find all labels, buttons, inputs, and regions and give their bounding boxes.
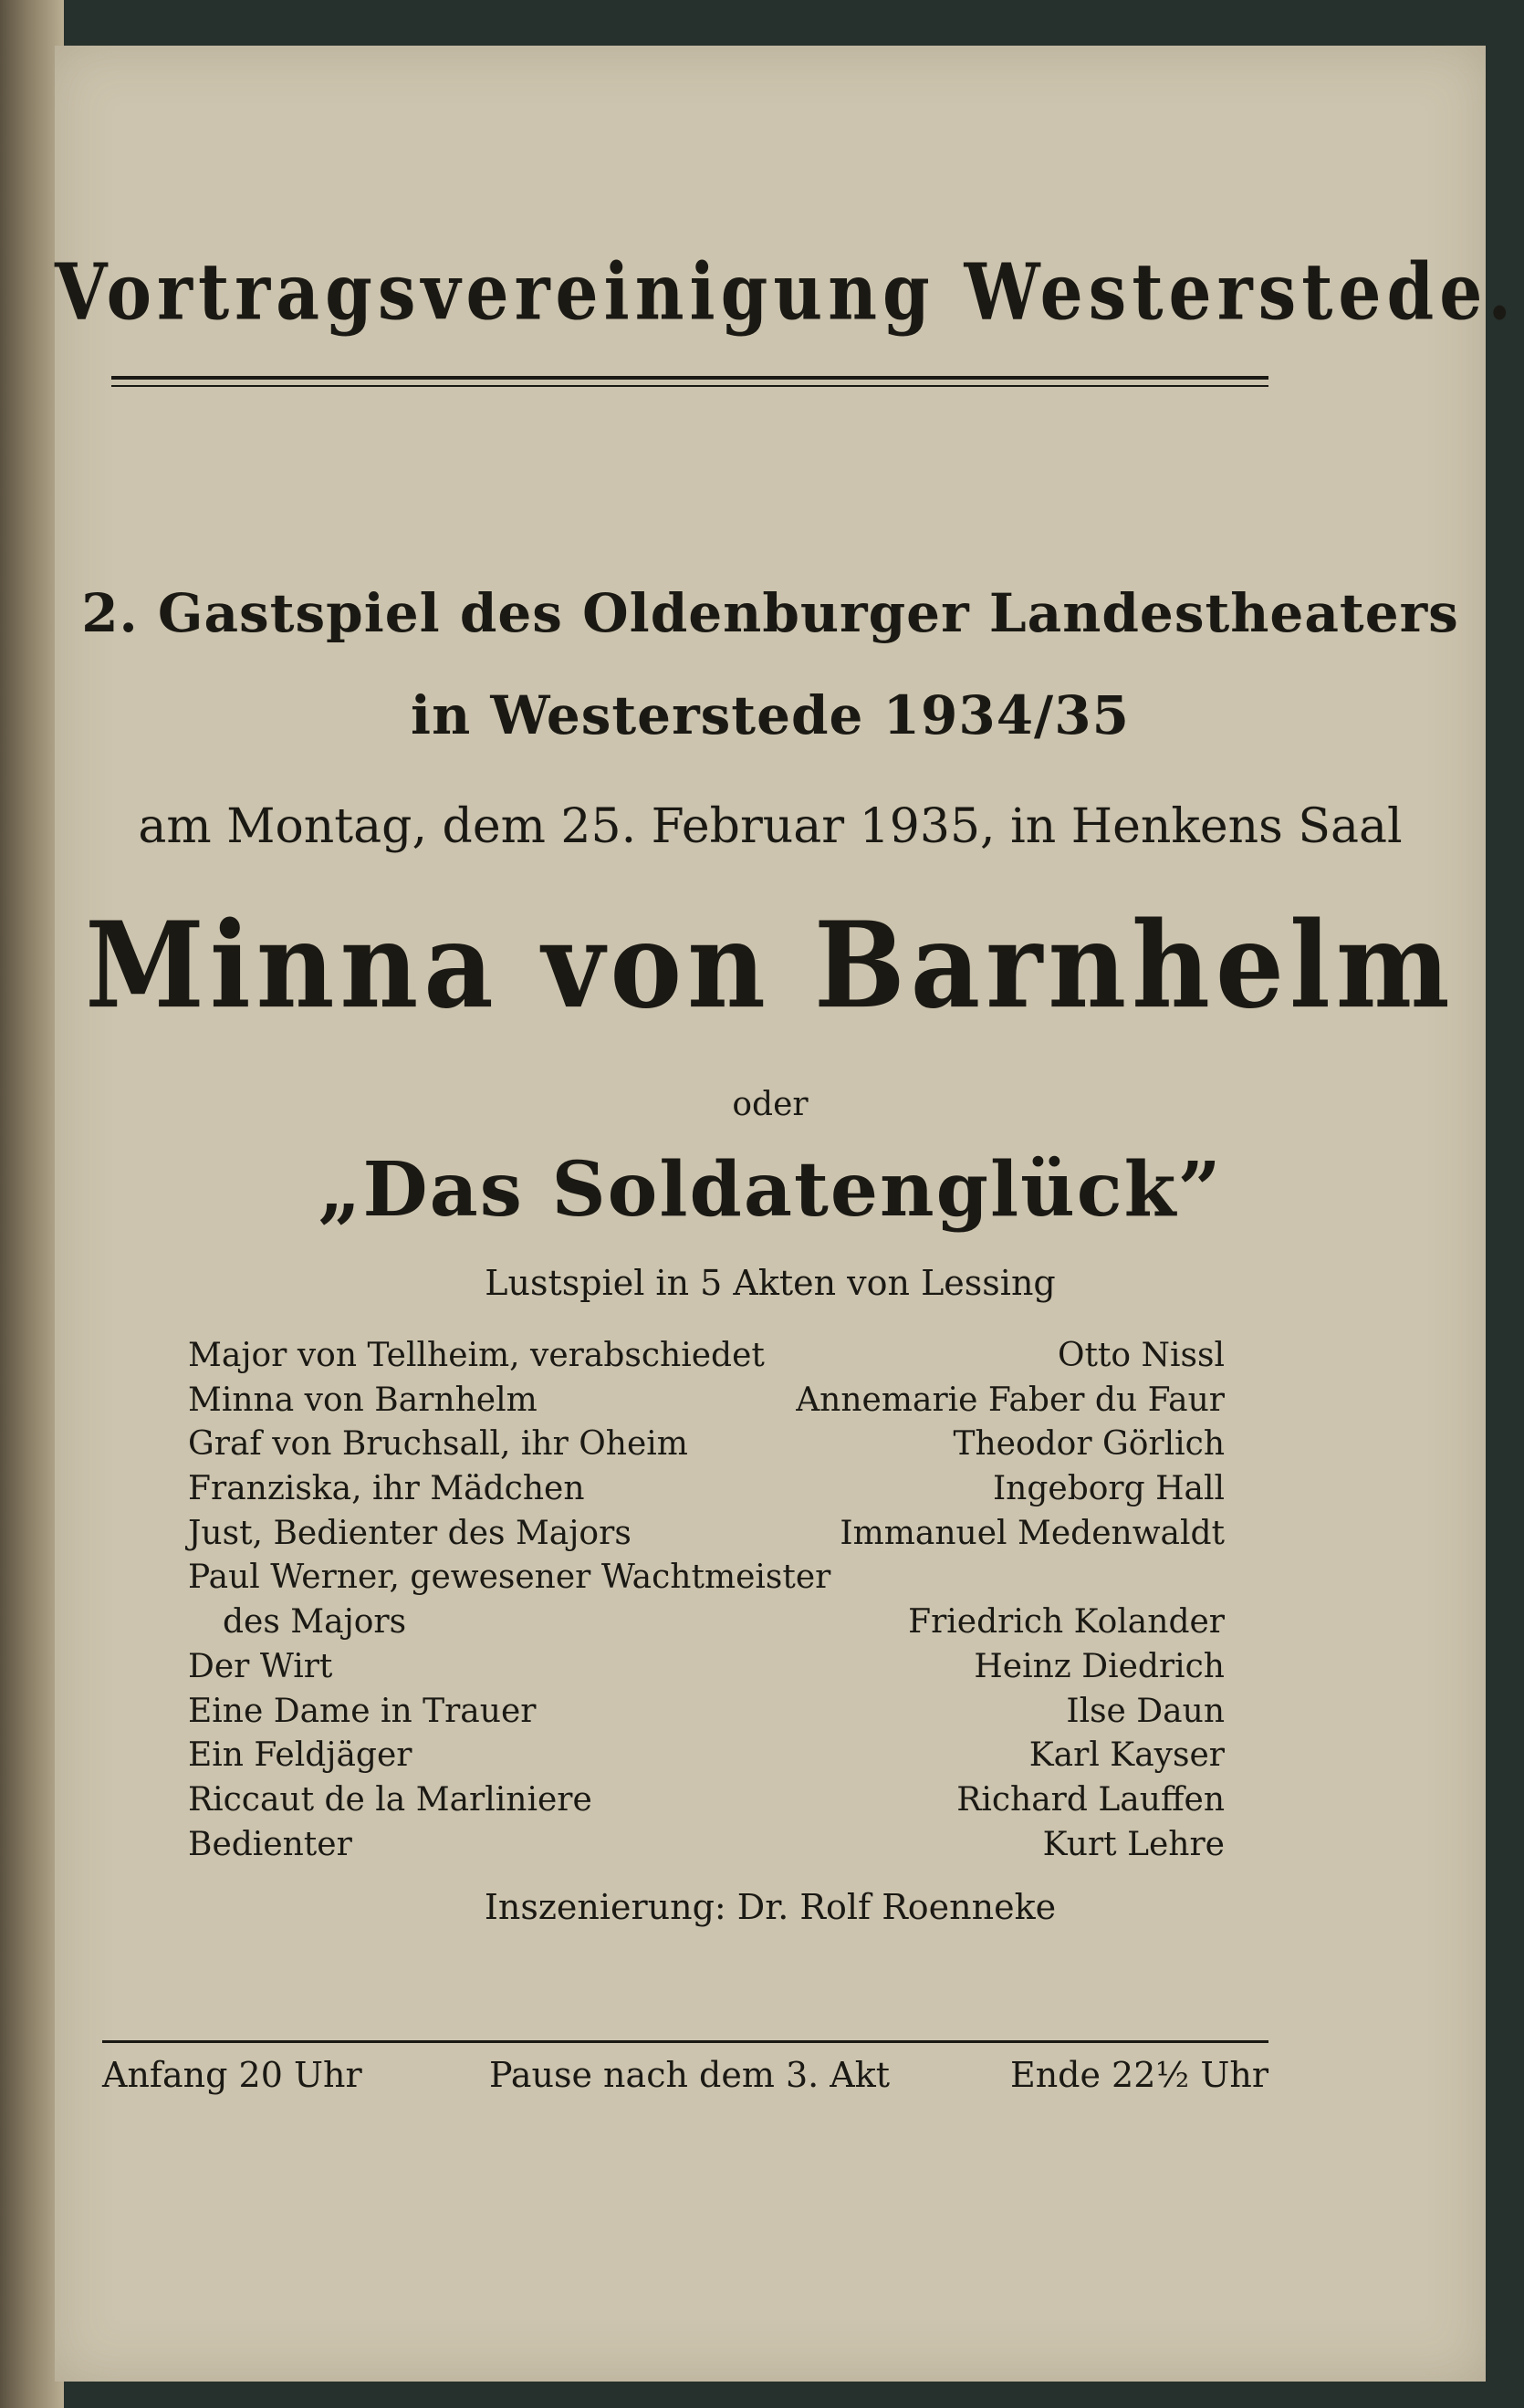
cast-role: Riccaut de la Marliniere	[188, 1780, 592, 1819]
play-title: Minna von Barnhelm	[85, 895, 1456, 1035]
cast-role: Ein Feldjäger	[188, 1736, 412, 1775]
cast-row	[188, 1556, 1225, 1600]
cast-actor: Karl Kayser	[1028, 1736, 1225, 1775]
cast-actor: Otto Nissl	[1057, 1337, 1225, 1374]
cast-role: Just, Bedienter des Majors	[188, 1514, 632, 1552]
start-time: Anfang 20 Uhr	[102, 2055, 362, 2095]
cast-actor: Richard Lauffen	[956, 1780, 1225, 1819]
cast-actor: Annemarie Faber du Faur	[796, 1381, 1225, 1419]
play-subtitle: „Das Soldatenglück”	[318, 1146, 1223, 1234]
cast-list	[188, 1334, 1225, 1867]
cast-actor: Heinz Diedrich	[974, 1647, 1225, 1685]
footer-rule	[102, 2040, 1268, 2043]
cast-row	[188, 1645, 1225, 1690]
genre-line: Lustspiel in 5 Akten von Lessing	[485, 1263, 1056, 1303]
cast-actor: Theodor Görlich	[953, 1425, 1225, 1464]
date-line: am Montag, dem 25. Februar 1935, in Henkens Saal	[138, 799, 1403, 854]
cast-role: Franziska, ihr Mädchen	[188, 1470, 585, 1508]
cast-row	[188, 1600, 1225, 1645]
venue-season-line: in Westerstede 1934/35	[411, 684, 1130, 746]
cast-role: Der Wirt	[188, 1647, 333, 1685]
cast-actor: Ilse Daun	[1066, 1692, 1225, 1730]
cast-row	[188, 1778, 1225, 1823]
cast-actor: Immanuel Medenwaldt	[840, 1514, 1225, 1552]
guest-performance-line: 2. Gastspiel des Oldenburger Landestheaters	[81, 582, 1459, 644]
cast-row	[188, 1690, 1225, 1735]
cast-role: Major von Tellheim, verabschiedet	[188, 1337, 765, 1374]
cast-row	[188, 1379, 1225, 1423]
cast-row	[188, 1823, 1225, 1868]
cast-row	[188, 1734, 1225, 1778]
cast-actor: Friedrich Kolander	[908, 1603, 1225, 1642]
cast-role: Bedienter	[188, 1825, 352, 1863]
cast-actor: Kurt Lehre	[1042, 1825, 1225, 1863]
cast-role: Eine Dame in Trauer	[188, 1692, 537, 1730]
intermission-note: Pause nach dem 3. Akt	[489, 2055, 891, 2095]
cast-row	[188, 1423, 1225, 1467]
header-rule-thin	[111, 385, 1268, 387]
cast-role: Paul Werner, gewesener Wachtmeister	[188, 1558, 831, 1597]
cast-row	[188, 1467, 1225, 1512]
cast-role: Graf von Bruchsall, ihr Oheim	[188, 1425, 688, 1464]
end-time: Ende 22½ Uhr	[1009, 2055, 1268, 2095]
cast-role: Minna von Barnhelm	[188, 1381, 538, 1419]
cast-actor: Ingeborg Hall	[992, 1470, 1225, 1508]
director-credit: Inszenierung: Dr. Rolf Roenneke	[484, 1887, 1057, 1927]
cast-row	[188, 1512, 1225, 1557]
header-title: Vortragsvereinigung Westerstede.	[55, 247, 1518, 339]
cast-role: des Majors	[223, 1603, 407, 1642]
connector-text: oder	[732, 1086, 809, 1123]
header-rule	[111, 376, 1268, 380]
program-page	[55, 46, 1518, 2382]
cast-row	[188, 1334, 1225, 1379]
